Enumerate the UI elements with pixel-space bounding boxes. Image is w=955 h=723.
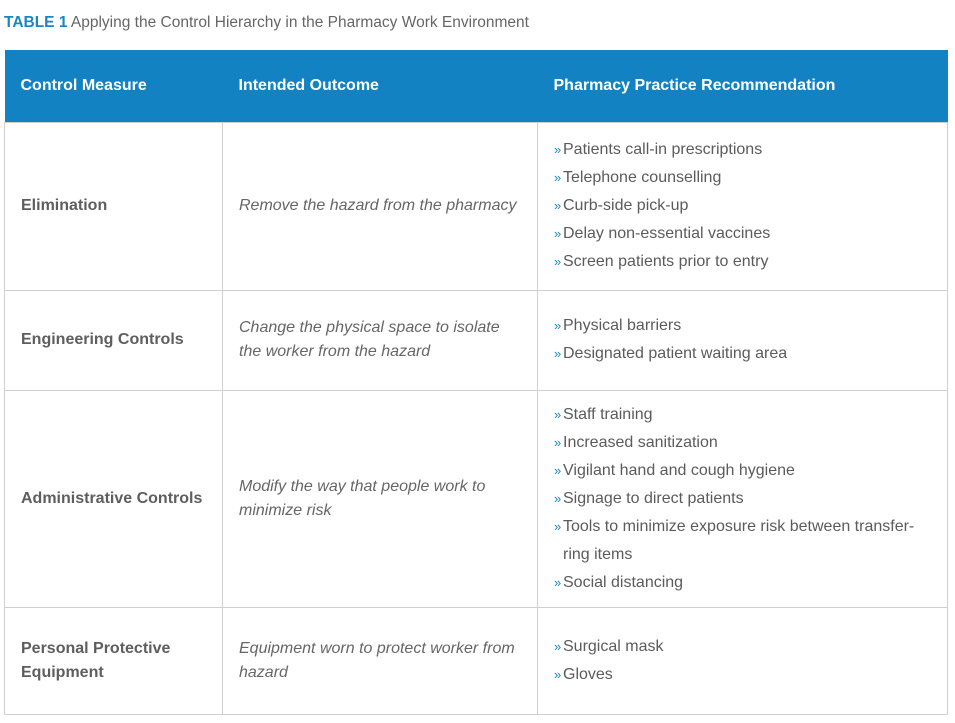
table-row [5, 122, 948, 290]
bullet-icon: » [554, 318, 562, 333]
list-item: » Delay non-essential vaccines [554, 220, 931, 248]
control-measure-cell: Elimination [5, 122, 223, 290]
bullet-icon: » [554, 490, 562, 506]
bullet-icon: » [554, 406, 562, 422]
table-row [5, 607, 948, 714]
recommendation-list [554, 401, 931, 597]
intended-outcome-cell: Change the physical space to isolate the worker from the hazard [223, 290, 538, 390]
bullet-icon: » [554, 574, 562, 590]
header-intended-outcome: Intended Outcome [238, 76, 379, 94]
bullet-icon: » [554, 638, 562, 654]
list-item: » Telephone counselling [554, 164, 931, 192]
recommendation-cell [538, 390, 948, 607]
control-measure-cell: Engineering Controls [5, 290, 223, 390]
table-header [5, 50, 948, 122]
table-row [5, 290, 948, 390]
list-item: » Screen patients prior to entry [554, 248, 931, 276]
header-pharmacy-recommendation: Pharmacy Practice Recommendation [553, 76, 836, 94]
intended-outcome-cell: Modify the way that people work to minimize risk [223, 390, 538, 607]
list-item: » Signage to direct patients [554, 485, 931, 513]
recommendation-list [554, 312, 931, 368]
recommendation-cell [538, 122, 948, 290]
list-item: » Tools to minimize exposure risk between transfer- ring items [554, 513, 931, 569]
recommendation-list [554, 633, 931, 689]
header-row [5, 50, 948, 122]
list-item: » Physical barriers [554, 312, 931, 340]
list-item: » Increased sanitization [554, 429, 931, 457]
bullet-icon: » [554, 170, 562, 185]
intended-outcome-cell: Remove the hazard from the pharmacy [223, 122, 538, 290]
header-control-measure: Control Measure [20, 76, 147, 94]
recommendation-cell [538, 607, 948, 714]
table-body [5, 122, 948, 714]
list-item: » Designated patient waiting area [554, 340, 931, 368]
list-item: » Gloves [554, 661, 931, 689]
recommendation-cell [538, 290, 948, 390]
recommendation-list [554, 136, 931, 276]
list-item: » Surgical mask [554, 633, 931, 661]
bullet-icon: » [554, 254, 562, 269]
list-item: » Curb-side pick-up [554, 192, 931, 220]
table-title: Applying the Control Hierarchy in the Pharmacy Work Environment [70, 14, 529, 31]
bullet-icon: » [554, 346, 562, 361]
control-hierarchy-table [4, 50, 948, 715]
list-item: » Staff training [554, 401, 931, 429]
list-item: » Social distancing [554, 569, 931, 597]
list-item: » Vigilant hand and cough hygiene [554, 457, 931, 485]
bullet-icon: » [554, 518, 562, 534]
control-measure-cell: Administrative Controls [5, 390, 223, 607]
table-caption [4, 13, 529, 33]
bullet-icon: » [554, 462, 562, 478]
bullet-icon: » [554, 666, 562, 682]
list-item: » Patients call-in prescriptions [554, 136, 931, 164]
bullet-icon: » [554, 198, 562, 213]
bullet-icon: » [554, 434, 562, 450]
intended-outcome-cell: Equipment worn to protect worker from hazard [223, 607, 538, 714]
table-row [5, 390, 948, 607]
table-number-label: TABLE 1 [4, 14, 68, 31]
control-measure-cell: Personal Protective Equipment [5, 607, 223, 714]
bullet-icon: » [554, 226, 562, 241]
bullet-icon: » [554, 142, 562, 157]
